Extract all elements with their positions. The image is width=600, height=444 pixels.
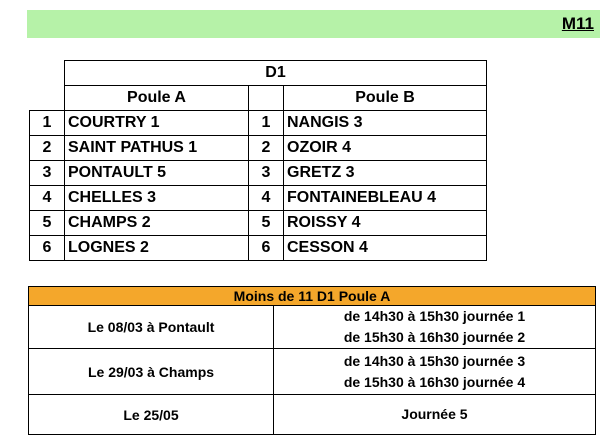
- schedule-slot: de 14h30 à 15h30 journée 3: [343, 352, 526, 369]
- table-row: [30, 236, 487, 261]
- pool-a-team: CHAMPS 2: [65, 211, 249, 236]
- pool-a-rank: 6: [30, 236, 65, 261]
- pool-b-team: GRETZ 3: [284, 161, 487, 186]
- pool-a-rank: 4: [30, 186, 65, 211]
- pool-b-rank: 4: [249, 186, 284, 211]
- pool-b-rank: 3: [249, 161, 284, 186]
- pool-a-rank: 3: [30, 161, 65, 186]
- table-row: [30, 111, 487, 136]
- pool-a-rank: 5: [30, 211, 65, 236]
- pool-a-rank: 1: [30, 111, 65, 136]
- schedule-date: Le 25/05: [29, 395, 274, 435]
- pool-a-team: PONTAULT 5: [65, 161, 249, 186]
- header-blank: [30, 86, 65, 111]
- table-row: [29, 395, 596, 435]
- schedule-slots: [274, 395, 596, 435]
- pool-b-rank: 1: [249, 111, 284, 136]
- pools-table: [29, 60, 487, 261]
- schedule-slot: de 14h30 à 15h30 journée 1: [343, 308, 526, 324]
- pool-a-header: Poule A: [65, 86, 249, 111]
- pool-b-team: ROISSY 4: [284, 211, 487, 236]
- header-bar: [27, 10, 600, 38]
- table-row: [30, 186, 487, 211]
- pool-b-rank: 5: [249, 211, 284, 236]
- pool-a-team: CHELLES 3: [65, 186, 249, 211]
- pool-b-team: CESSON 4: [284, 236, 487, 261]
- table-row: [30, 136, 487, 161]
- table-row: [30, 211, 487, 236]
- pool-a-team: SAINT PATHUS 1: [65, 136, 249, 161]
- header-separator: [249, 86, 284, 111]
- schedule-title: Moins de 11 D1 Poule A: [29, 287, 596, 306]
- division-header: D1: [65, 61, 487, 86]
- pool-a-team: COURTRY 1: [65, 111, 249, 136]
- pool-b-rank: 6: [249, 236, 284, 261]
- pool-b-team: OZOIR 4: [284, 136, 487, 161]
- schedule-slots: [274, 306, 596, 349]
- schedule-slot: de 15h30 à 16h30 journée 4: [343, 373, 526, 390]
- schedule-slot: Journée 5: [401, 406, 468, 422]
- pool-b-header: Poule B: [284, 86, 487, 111]
- category-label: M11: [561, 14, 594, 33]
- table-row: [29, 349, 596, 395]
- corner-blank: [30, 61, 65, 86]
- table-row: [30, 161, 487, 186]
- schedule-slot: de 15h30 à 16h30 journée 2: [343, 329, 526, 345]
- schedule-slots: [274, 349, 596, 395]
- pool-b-rank: 2: [249, 136, 284, 161]
- pool-a-rank: 2: [30, 136, 65, 161]
- schedule-date: Le 29/03 à Champs: [29, 349, 274, 395]
- table-row: [29, 306, 596, 349]
- pool-a-team: LOGNES 2: [65, 236, 249, 261]
- pool-b-team: NANGIS 3: [284, 111, 487, 136]
- pool-b-team: FONTAINEBLEAU 4: [284, 186, 487, 211]
- schedule-table: [28, 286, 596, 435]
- schedule-date: Le 08/03 à Pontault: [29, 306, 274, 349]
